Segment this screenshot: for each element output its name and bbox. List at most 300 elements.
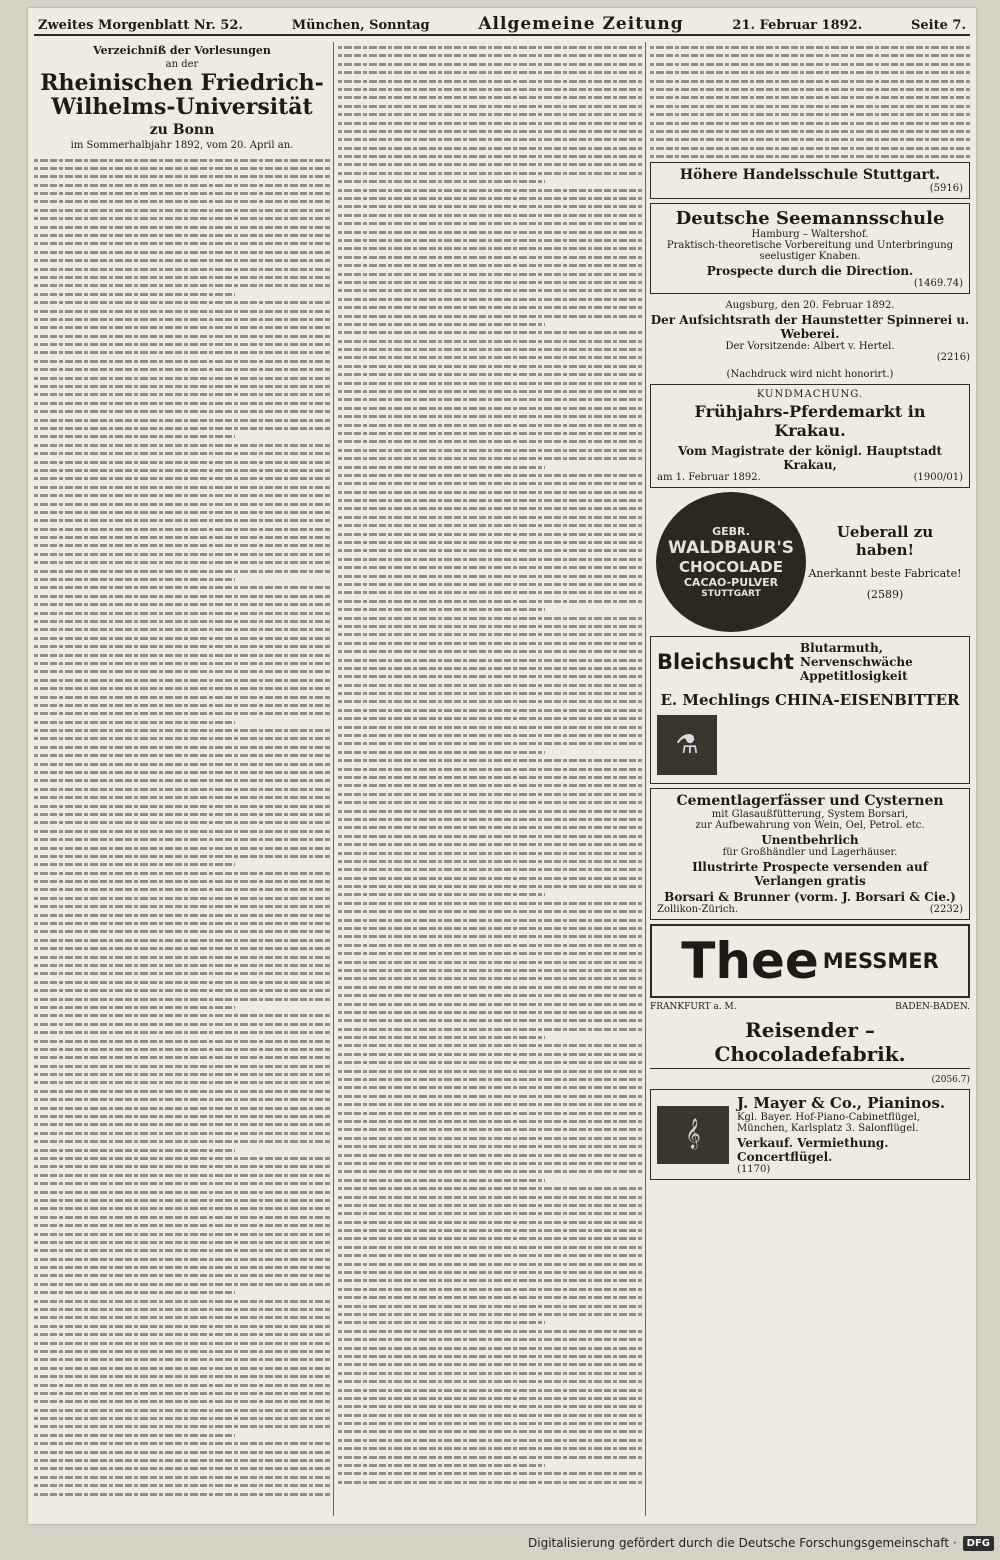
illegible-text-line: [34, 1132, 330, 1135]
illegible-text-line: [338, 566, 642, 569]
illegible-text-line: [338, 617, 642, 620]
illegible-text-line: [338, 256, 642, 259]
illegible-text-line: [34, 234, 330, 237]
illegible-text-line: [650, 54, 970, 57]
ad-seemann-text: Praktisch-theoretische Vorbereitung und Unterbringung seelustiger Knaben.: [666, 240, 954, 262]
illegible-text-line: [338, 784, 642, 787]
illegible-text-line: [338, 1321, 545, 1324]
illegible-text-line: [338, 105, 642, 108]
illegible-text-line: [34, 1258, 330, 1261]
illegible-text-line: [34, 410, 330, 413]
illegible-text-line: [34, 637, 330, 640]
illegible-text-line: [338, 365, 642, 368]
illegible-text-line: [338, 1338, 642, 1341]
illegible-text-line: [34, 1065, 330, 1068]
ad-mayer-ref: (1170): [737, 1164, 771, 1175]
illegible-text-line: [338, 373, 642, 376]
masthead-left: Zweites Morgenblatt Nr. 52.: [38, 18, 243, 33]
illegible-text-line: [34, 377, 330, 380]
illegible-text-line: [34, 704, 330, 707]
ad-mayer-t2: Kgl. Bayer. Hof-Piano-Cabinetflügel,: [737, 1112, 920, 1123]
illegible-text-line: [34, 838, 330, 841]
illegible-text-line: [34, 200, 330, 203]
illegible-text-line: [338, 71, 642, 74]
illegible-text-line: [338, 197, 642, 200]
illegible-text-line: [34, 477, 330, 480]
illegible-text-line: [338, 1170, 642, 1173]
illegible-text-line: [338, 222, 642, 225]
illegible-text-line: [338, 1112, 642, 1115]
illegible-text-line: [34, 628, 330, 631]
semester-line: im Sommerhalbjahr 1892, vom 20. April an.: [70, 139, 294, 151]
illegible-text-line: [34, 1425, 330, 1428]
illegible-text-line: [34, 1274, 330, 1277]
illegible-text-line: [338, 323, 545, 326]
illegible-text-line: [34, 721, 235, 724]
illegible-text-line: [338, 214, 642, 217]
ad-seemann-ref: (1469.74): [913, 278, 963, 289]
illegible-text-line: [338, 843, 642, 846]
illegible-text-line: [338, 331, 642, 334]
illegible-text-line: [338, 491, 642, 494]
illegible-text-line: [34, 402, 330, 405]
ad-china-eisenbitter-title: E. Mechlings CHINA-EISENBITTER: [660, 691, 960, 709]
illegible-text-line: [34, 578, 235, 581]
illegible-text-line: [34, 259, 330, 262]
illegible-text-line: [338, 180, 545, 183]
illegible-text-line: [650, 71, 970, 74]
illegible-text-line: [338, 1363, 642, 1366]
illegible-text-line: [34, 1140, 330, 1143]
column-lectures-continued: [338, 44, 642, 1514]
illegible-text-line: [34, 813, 330, 816]
masthead-date: 21. Februar 1892.: [732, 18, 863, 33]
illegible-text-line: [338, 1263, 642, 1266]
illegible-text-line: [338, 130, 642, 133]
illegible-text-line: [338, 466, 545, 469]
illegible-text-line: [34, 184, 330, 187]
illegible-text-line: [34, 1182, 330, 1185]
illegible-text-line: [338, 155, 642, 158]
illegible-text-line: [338, 684, 642, 687]
ad-spinnerei-title: Der Aufsichtsrath der Haunstetter Spinnerei u. Weberei.: [650, 313, 970, 341]
illegible-text-line: [338, 205, 642, 208]
illegible-text-line: [34, 763, 330, 766]
illegible-text-line: [34, 612, 330, 615]
illegible-text-line: [34, 1098, 330, 1101]
waldbaur-slogan: [806, 523, 964, 601]
illegible-text-line: [338, 591, 642, 594]
ad-cement-t3: Unentbehrlich: [761, 833, 859, 847]
illegible-text-line: [34, 1358, 330, 1361]
illegible-text-line: [338, 868, 642, 871]
ad-spinnerei-chair: Der Vorsitzende: Albert v. Hertel.: [725, 341, 895, 352]
illegible-text-line: [34, 444, 330, 447]
ad-krakau-title: Frühjahrs-Pferdemarkt in Krakau.: [694, 402, 926, 440]
illegible-text-line: [338, 398, 642, 401]
illegible-text-line: [338, 717, 642, 720]
illegible-text-line: [34, 654, 330, 657]
illegible-text-line: [34, 293, 235, 296]
illegible-text-line: [34, 888, 330, 891]
illegible-text-line: [34, 586, 330, 589]
illegible-text-line: [34, 536, 330, 539]
illegible-text-line: [338, 407, 642, 410]
illegible-text-line: [338, 1003, 642, 1006]
illegible-text-line: [650, 88, 970, 91]
illegible-text-line: [338, 986, 642, 989]
illegible-text-line: [34, 1442, 330, 1445]
ad-bleichsucht-sub2: Appetitlosigkeit: [799, 669, 908, 683]
illegible-text-line: [650, 130, 970, 133]
illegible-text-line: [338, 189, 642, 192]
illegible-text-line: [338, 1279, 642, 1282]
illegible-text-line: [34, 821, 330, 824]
illegible-text-line: [34, 947, 330, 950]
illegible-text-line: [650, 105, 970, 108]
ad-mayer-pianos: [650, 1089, 970, 1180]
illegible-text-line: [338, 147, 642, 150]
illegible-text-line: [34, 914, 330, 917]
illegible-text-line: [34, 310, 330, 313]
illegible-text-line: [338, 1347, 642, 1350]
ad-reisender-ref: (2056.7): [931, 1075, 970, 1085]
illegible-text-line: [34, 276, 330, 279]
illegible-text-line: [34, 1300, 330, 1303]
university-name: Rheinischen Friedrich-Wilhelms-Universität: [40, 70, 324, 120]
illegible-text-line: [34, 595, 330, 598]
illegible-text-line: [34, 863, 235, 866]
illegible-text-line: [338, 575, 642, 578]
illegible-text-line: [338, 1137, 642, 1140]
illegible-text-line: [34, 284, 330, 287]
illegible-text-line: [338, 994, 642, 997]
illegible-text-line: [34, 1434, 235, 1437]
illegible-text-line: [338, 482, 642, 485]
lecture-list-text: [650, 46, 970, 158]
illegible-text-line: [34, 268, 330, 271]
waldbaur-cacao: CACAO-PULVER: [683, 576, 779, 589]
illegible-text-line: [650, 80, 970, 83]
illegible-text-line: [34, 159, 330, 162]
illegible-text-line: [338, 298, 642, 301]
illegible-text-line: [338, 826, 642, 829]
ad-thee-messmer: [650, 924, 970, 998]
waldbaur-logo: [656, 492, 806, 632]
column-lectures: [34, 44, 330, 1514]
illegible-text-line: [338, 944, 642, 947]
masthead-page: Seite 7.: [911, 18, 966, 33]
illegible-text-line: [338, 415, 642, 418]
illegible-text-line: [650, 46, 970, 49]
illegible-text-line: [34, 737, 330, 740]
ad-krakau: [650, 384, 970, 488]
illegible-text-line: [338, 1145, 642, 1148]
illegible-text-line: [338, 1053, 642, 1056]
illegible-text-line: [34, 939, 330, 942]
illegible-text-line: [34, 930, 330, 933]
illegible-text-line: [34, 922, 330, 925]
illegible-text-line: [338, 709, 642, 712]
illegible-text-line: [338, 424, 642, 427]
illegible-text-line: [34, 1400, 330, 1403]
illegible-text-line: [338, 952, 642, 955]
ad-waldbaur: [650, 492, 970, 632]
illegible-text-line: [34, 251, 330, 254]
waldbaur-ref: (2589): [866, 588, 904, 601]
ad-cement-t5: Illustrirte Prospecte versenden auf Verlangen gratis: [692, 860, 928, 888]
illegible-text-line: [338, 633, 642, 636]
illegible-text-line: [34, 1451, 330, 1454]
illegible-text-line: [34, 1149, 235, 1152]
illegible-text-line: [338, 54, 642, 57]
illegible-text-line: [338, 885, 642, 888]
illegible-text-line: [338, 1456, 642, 1459]
illegible-text-line: [650, 113, 970, 116]
ad-seemannsschule: [650, 203, 970, 294]
illegible-text-line: [338, 742, 642, 745]
illegible-text-line: [338, 348, 642, 351]
illegible-text-line: [34, 1484, 330, 1487]
illegible-text-line: [34, 1283, 330, 1286]
illegible-text-line: [34, 1014, 330, 1017]
ad-cement-t7: Zollikon-Zürich.: [657, 904, 739, 915]
illegible-text-line: [34, 385, 330, 388]
illegible-text-line: [34, 872, 330, 875]
illegible-text-line: [34, 1342, 330, 1345]
illegible-text-line: [34, 746, 330, 749]
ad-bleichsucht-title: Bleichsucht: [657, 650, 794, 674]
illegible-text-line: [338, 340, 642, 343]
illegible-text-line: [34, 1123, 330, 1126]
illegible-text-line: [34, 1107, 330, 1110]
illegible-text-line: [34, 1467, 330, 1470]
illegible-text-line: [338, 516, 642, 519]
illegible-text-line: [338, 96, 642, 99]
illegible-text-line: [338, 432, 642, 435]
illegible-text-line: [34, 561, 330, 564]
illegible-text-line: [338, 583, 642, 586]
illegible-text-line: [338, 1313, 642, 1316]
illegible-text-line: [34, 368, 330, 371]
illegible-text-line: [338, 835, 642, 838]
illegible-text-line: [34, 1409, 330, 1412]
illegible-text-line: [338, 1355, 642, 1358]
illegible-text-line: [34, 1073, 330, 1076]
illegible-text-line: [338, 1271, 642, 1274]
illegible-text-line: [338, 1011, 642, 1014]
illegible-text-line: [34, 981, 330, 984]
illegible-text-line: [34, 989, 330, 992]
illegible-text-line: [34, 1308, 330, 1311]
ad-mayer-t3: München, Karlsplatz 3. Salonflügel.: [737, 1123, 919, 1134]
illegible-text-line: [338, 1036, 545, 1039]
illegible-text-line: [34, 226, 330, 229]
illegible-text-line: [34, 553, 330, 556]
illegible-text-line: [338, 902, 642, 905]
illegible-text-line: [338, 1288, 642, 1291]
illegible-text-line: [34, 1157, 330, 1160]
illegible-text-line: [338, 1221, 642, 1224]
ad-krakau-date: am 1. Februar 1892.: [657, 472, 761, 483]
illegible-text-line: [34, 242, 330, 245]
illegible-text-line: [338, 1061, 642, 1064]
illegible-text-line: [338, 1380, 642, 1383]
waldbaur-slogan-1: Ueberall zu haben!: [836, 523, 934, 559]
illegible-text-line: [338, 88, 642, 91]
illegible-text-line: [34, 830, 330, 833]
illegible-text-line: [650, 96, 970, 99]
illegible-text-line: [338, 1095, 642, 1098]
illegible-text-line: [338, 1439, 642, 1442]
illegible-text-line: [34, 1367, 330, 1370]
illegible-text-line: [34, 729, 330, 732]
illegible-text-line: [34, 687, 330, 690]
illegible-text-line: [338, 1372, 642, 1375]
illegible-text-line: [34, 335, 330, 338]
illegible-text-line: [650, 138, 970, 141]
illegible-text-line: [34, 679, 330, 682]
illegible-text-line: [34, 175, 330, 178]
illegible-text-line: [338, 558, 642, 561]
illegible-text-line: [338, 315, 642, 318]
column-divider: [645, 42, 646, 1516]
dfg-logo: DFG: [963, 1536, 994, 1551]
illegible-text-line: [338, 1405, 642, 1408]
illegible-text-line: [34, 1006, 235, 1009]
ad-thee-big: Thee: [681, 932, 819, 990]
illegible-text-line: [338, 910, 642, 913]
lectures-heading-an: an der: [165, 59, 199, 70]
ad-handelsschule-title: Höhere Handelsschule Stuttgart.: [679, 167, 941, 183]
illegible-text-line: [34, 1417, 330, 1420]
lecture-list-text: [338, 46, 642, 1484]
illegible-text-line: [34, 1325, 330, 1328]
illegible-text-line: [34, 469, 330, 472]
illegible-text-line: [338, 122, 642, 125]
illegible-text-line: [338, 659, 642, 662]
illegible-text-line: [338, 1028, 642, 1031]
illegible-text-line: [34, 1291, 235, 1294]
illegible-text-line: [338, 852, 642, 855]
illegible-text-line: [34, 192, 330, 195]
ad-spinnerei: [650, 298, 970, 365]
illegible-text-line: [34, 1174, 330, 1177]
illegible-text-line: [34, 419, 330, 422]
illegible-text-line: [34, 1493, 330, 1496]
illegible-text-line: [34, 805, 330, 808]
masthead-title: Allgemeine Zeitung: [478, 14, 684, 34]
illegible-text-line: [338, 533, 642, 536]
illegible-text-line: [34, 360, 330, 363]
illegible-text-line: [34, 528, 330, 531]
illegible-text-line: [338, 751, 545, 754]
illegible-text-line: [338, 1212, 642, 1215]
ad-cement: [650, 788, 970, 920]
ad-krakau-label: KUNDMACHUNG.: [756, 389, 864, 400]
illegible-text-line: [338, 1078, 642, 1081]
illegible-text-line: [34, 1476, 330, 1479]
illegible-text-line: [338, 893, 545, 896]
illegible-text-line: [34, 1040, 330, 1043]
illegible-text-line: [338, 776, 642, 779]
illegible-text-line: [34, 452, 330, 455]
illegible-text-line: [338, 650, 642, 653]
illegible-text-line: [34, 343, 330, 346]
illegible-text-line: [338, 961, 642, 964]
ad-cement-t6: Borsari & Brunner (vorm. J. Borsari & Cie.): [664, 890, 956, 904]
masthead-city: München, Sonntag: [291, 18, 430, 33]
ad-krakau-ref: (1900/01): [913, 472, 963, 483]
illegible-text-line: [338, 138, 642, 141]
illegible-text-line: [338, 390, 642, 393]
illegible-text-line: [34, 519, 330, 522]
illegible-text-line: [34, 1216, 330, 1219]
newspaper-page: [28, 8, 976, 1524]
illegible-text-line: [34, 897, 330, 900]
ad-seemann-sub: Hamburg – Waltershof.: [751, 229, 869, 240]
illegible-text-line: [338, 1179, 545, 1182]
illegible-text-line: [338, 289, 642, 292]
illegible-text-line: [338, 801, 642, 804]
illegible-text-line: [338, 1070, 642, 1073]
ad-cement-sub2: zur Aufbewahrung von Wein, Oel, Petrol. etc.: [695, 820, 925, 831]
illegible-text-line: [34, 1191, 330, 1194]
illegible-text-line: [34, 847, 330, 850]
illegible-text-line: [34, 570, 330, 573]
illegible-text-line: [34, 696, 330, 699]
illegible-text-line: [34, 1392, 330, 1395]
ad-handelsschule: [650, 162, 970, 199]
illegible-text-line: [338, 163, 642, 166]
illegible-text-line: [338, 273, 642, 276]
illegible-text-line: [338, 1389, 642, 1392]
ad-cement-title: Cementlagerfässer und Cysternen: [676, 793, 944, 809]
ad-thee-left: FRANKFURT a. M.: [650, 1002, 737, 1012]
illegible-text-line: [34, 1023, 330, 1026]
column-advertisements: [650, 44, 970, 1514]
illegible-text-line: [34, 1459, 330, 1462]
waldbaur-chocolade: CHOCOLADE: [679, 558, 783, 576]
illegible-text-line: [34, 1090, 330, 1093]
illegible-text-line: [34, 1048, 330, 1051]
ad-seemann-title: Deutsche Seemannsschule: [675, 208, 945, 229]
illegible-text-line: [34, 167, 330, 170]
illegible-text-line: [650, 155, 970, 158]
illegible-text-line: [34, 645, 330, 648]
illegible-text-line: [34, 1384, 330, 1387]
illegible-text-line: [34, 503, 330, 506]
illegible-text-line: [338, 793, 642, 796]
piano-illustration-icon: 𝄞: [657, 1106, 729, 1164]
illegible-text-line: [338, 1430, 642, 1433]
illegible-text-line: [338, 507, 642, 510]
illegible-text-line: [338, 1120, 642, 1123]
illegible-text-line: [338, 239, 642, 242]
illegible-text-line: [34, 1081, 330, 1084]
illegible-text-line: [34, 1316, 330, 1319]
illegible-text-line: [338, 608, 545, 611]
ad-cement-ref: (2232): [929, 904, 963, 915]
illegible-text-line: [34, 998, 330, 1001]
illegible-text-line: [338, 977, 642, 980]
illegible-text-line: [338, 1196, 642, 1199]
illegible-text-line: [338, 1447, 642, 1450]
illegible-text-line: [338, 1162, 642, 1165]
illegible-text-line: [338, 63, 642, 66]
illegible-text-line: [338, 969, 642, 972]
illegible-text-line: [338, 1237, 642, 1240]
